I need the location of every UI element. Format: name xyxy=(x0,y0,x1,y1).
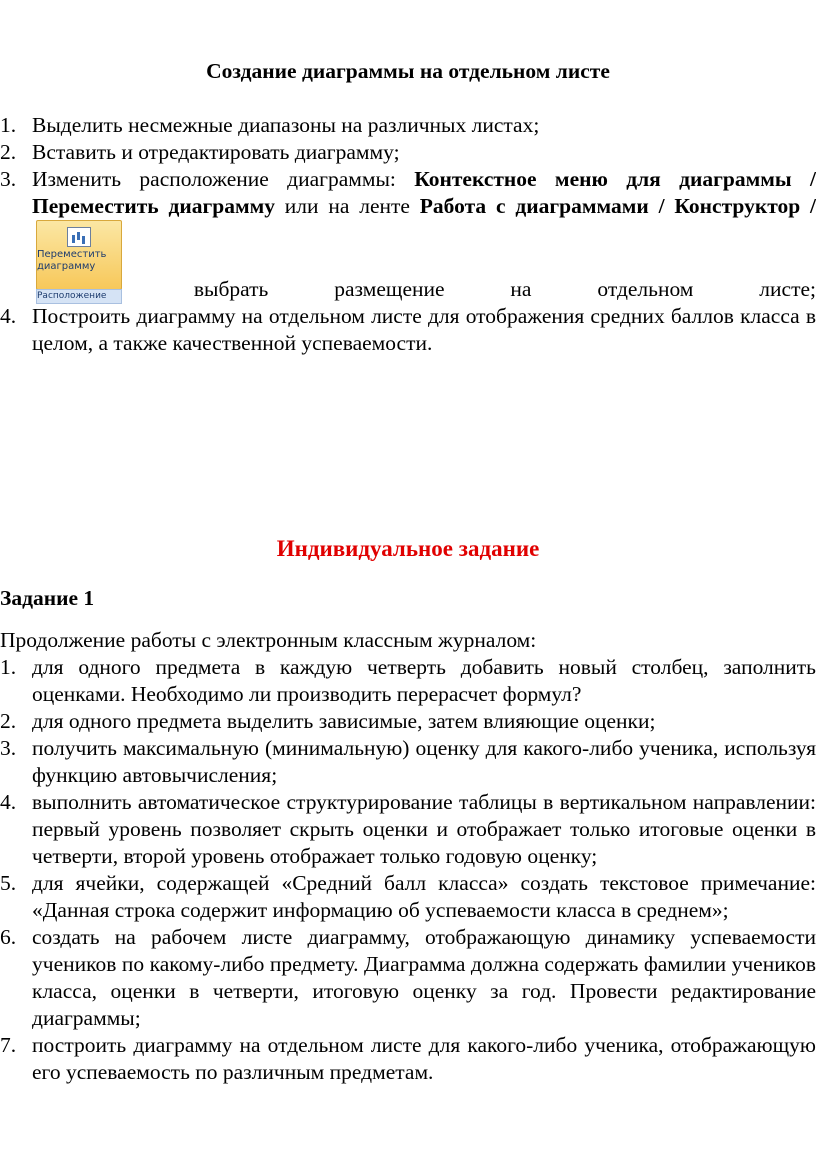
list-number: 1. xyxy=(0,113,17,137)
move-chart-icon xyxy=(67,227,91,247)
list-text: Построить диаграмму на отдельном листе для отображения средних баллов класса в целом, а также качественной успеваемости. xyxy=(32,304,816,355)
list-text: для одного предмета выделить зависимые, затем влияющие оценки; xyxy=(32,709,656,733)
list-text: Выделить несмежные диапазоны на различных листах; xyxy=(32,113,540,137)
list-number: 4. xyxy=(0,304,17,328)
list-number: 2. xyxy=(0,709,17,733)
list-text: получить максимальную (минимальную) оценку для какого-либо ученика, используя функцию автовычисления; xyxy=(32,736,816,787)
list-number: 4. xyxy=(0,790,17,814)
list-number: 5. xyxy=(0,871,17,895)
list-text: построить диаграмму на отдельном листе для какого-либо ученика, отображающую его успеваемость по различным предметам. xyxy=(32,1033,816,1084)
list-item xyxy=(0,708,816,735)
list-text-bold: Работа с диаграммами / Конструктор / xyxy=(419,194,816,218)
ribbon-button-label: диаграмму xyxy=(37,261,96,272)
list-number: 3. xyxy=(0,167,17,191)
list-number: 7. xyxy=(0,1033,17,1057)
move-chart-button[interactable] xyxy=(36,220,122,303)
ribbon-button-face[interactable] xyxy=(36,220,122,290)
list-item xyxy=(0,924,816,1032)
list-item xyxy=(0,112,816,139)
ribbon-group-label: Расположение xyxy=(36,289,122,304)
ribbon-button-label: Переместить xyxy=(37,249,107,260)
list-item xyxy=(0,870,816,924)
list-text: для одного предмета в каждую четверть добавить новый столбец, заполнить оценками. Необходимо ли производить перерасчет формул? xyxy=(32,655,816,706)
list-item xyxy=(0,1032,816,1086)
intro-text: Продолжение работы с электронным классным журналом: xyxy=(0,628,537,652)
steps-list xyxy=(0,112,816,357)
list-text: выполнить автоматическое структурирование таблицы в вертикальном направлении: первый уровень позволяет скрыть оценки и отображает только итоговые оценки в четверти, второй уровень отображает только годовую оценку; xyxy=(32,790,816,868)
list-item xyxy=(0,735,816,789)
list-text: выбрать размещение на отдельном листе; xyxy=(128,277,816,301)
list-text: Вставить и отредактировать диаграмму; xyxy=(32,140,400,164)
step3-first-lines xyxy=(32,166,816,303)
list-number: 1. xyxy=(0,655,17,679)
list-text: создать на рабочем листе диаграмму, отображающую динамику успеваемости учеников по какому-либо предмету. Диаграмма должна содержать фамилии учеников класса, оценки в четверти, итоговую оценку за год. Провести редактирование диаграммы; xyxy=(32,925,816,1030)
list-text: для ячейки, содержащей «Средний балл класса» создать текстовое примечание: «Данная строка содержит информацию об успеваемости класса в среднем»; xyxy=(32,871,816,922)
list-item xyxy=(0,303,816,357)
list-text: или на ленте xyxy=(274,194,420,218)
task-heading: Задание 1 xyxy=(0,586,95,610)
list-number: 6. xyxy=(0,925,17,949)
list-item xyxy=(0,654,816,708)
tasks-list xyxy=(0,654,816,1086)
list-item xyxy=(0,789,816,870)
list-number: 3. xyxy=(0,736,17,760)
individual-task-title: Индивидуальное задание xyxy=(276,536,540,561)
page-title: Создание диаграммы на отдельном листе xyxy=(206,59,610,83)
list-number: 2. xyxy=(0,140,17,164)
list-text-bold: Контекстное меню для диаграммы / Переместить диаграмму xyxy=(32,167,816,218)
list-item xyxy=(0,139,816,166)
list-text: Изменить расположение диаграммы: xyxy=(32,167,415,191)
list-item xyxy=(0,166,816,303)
